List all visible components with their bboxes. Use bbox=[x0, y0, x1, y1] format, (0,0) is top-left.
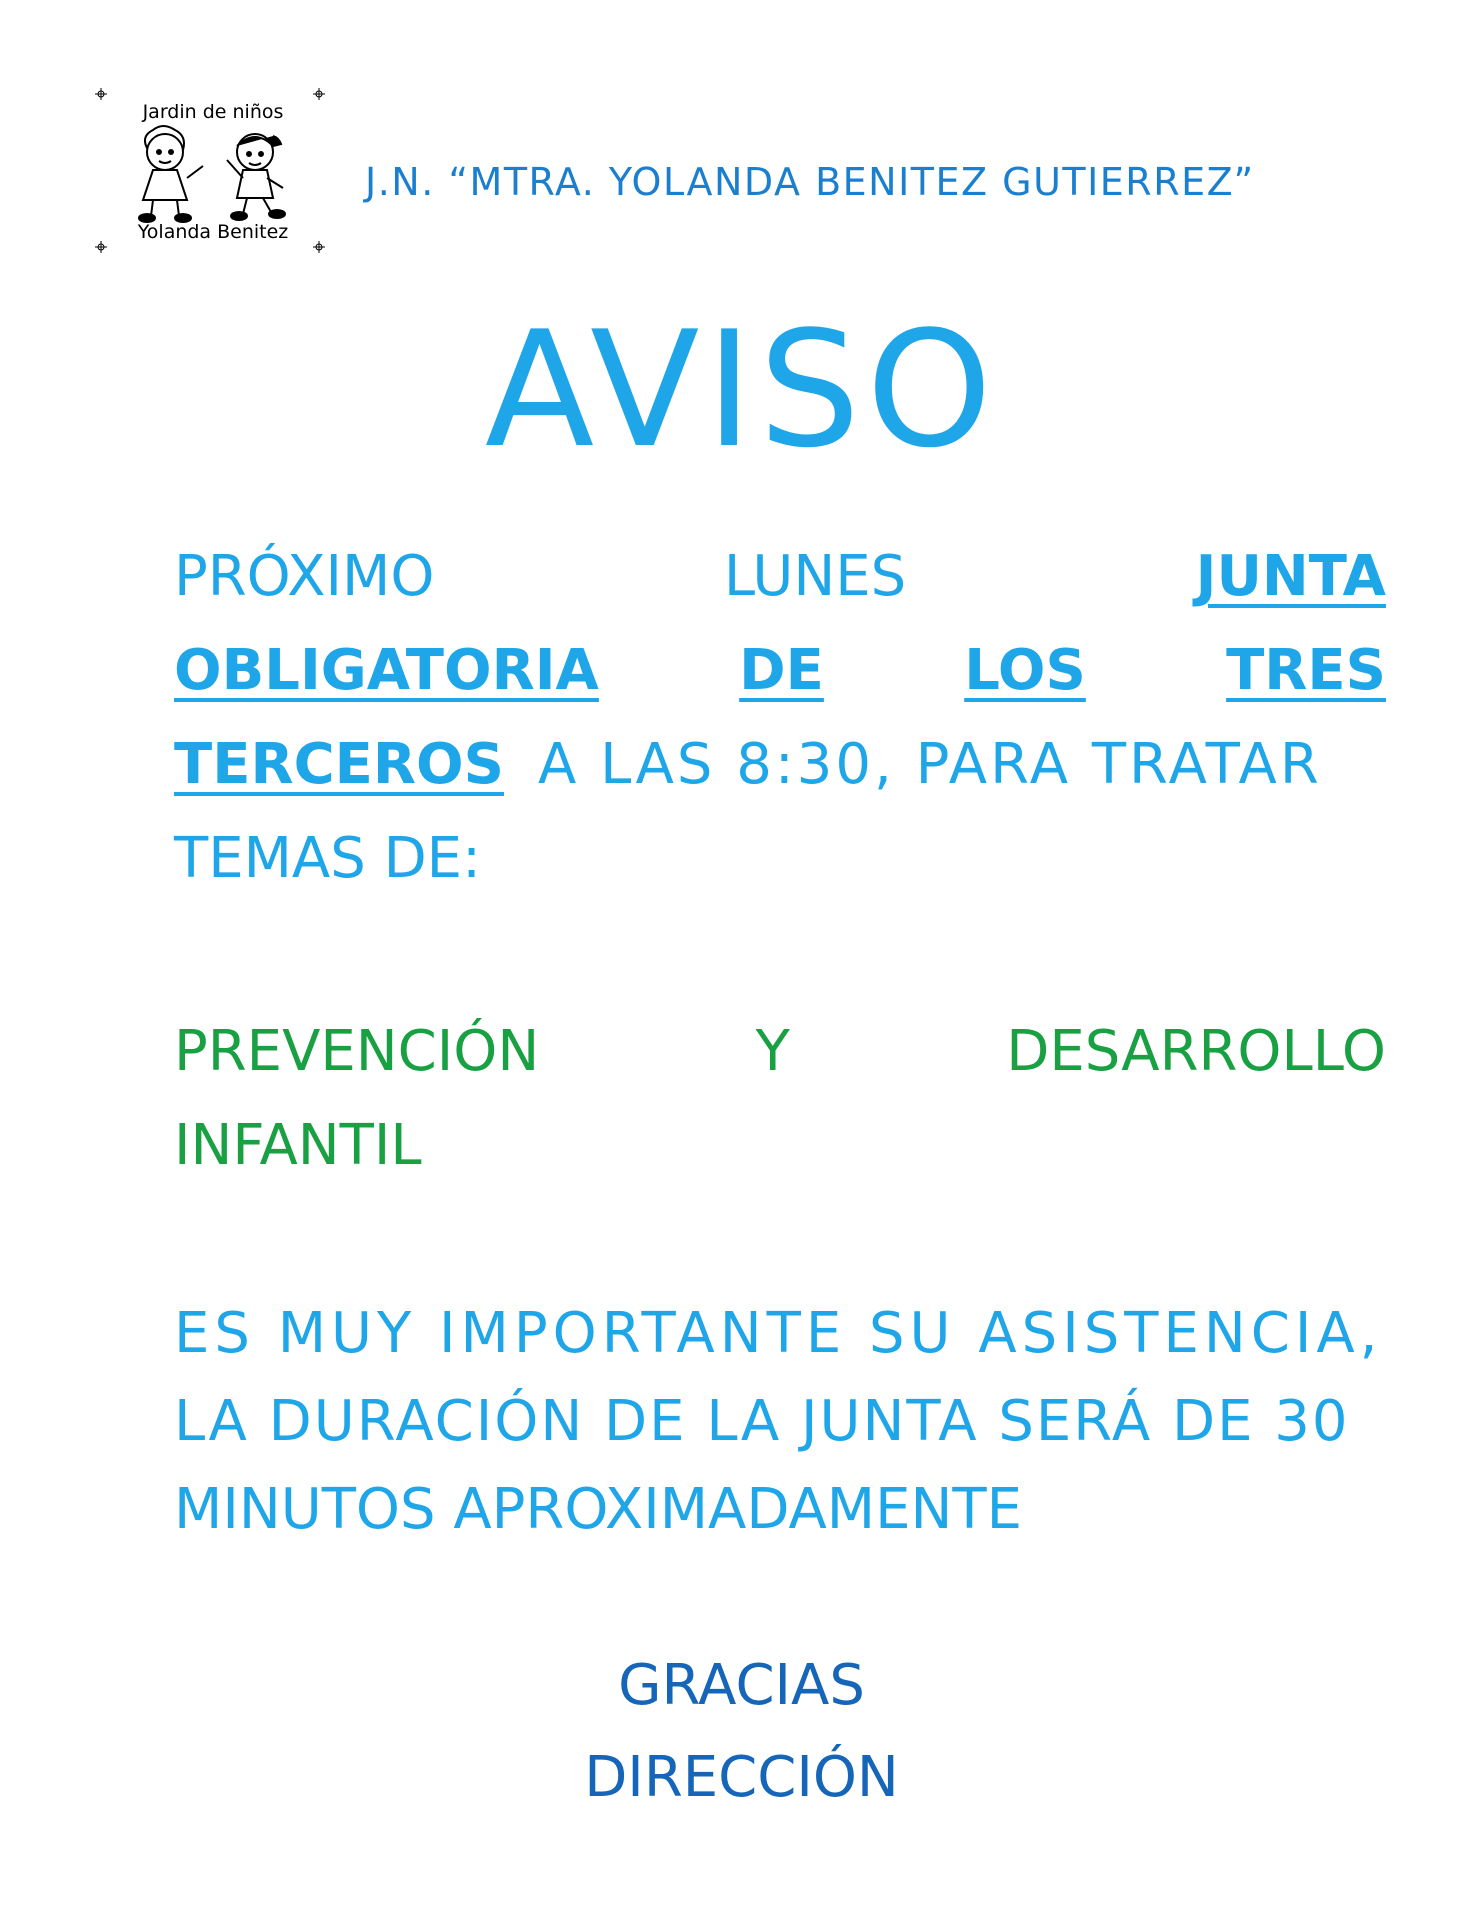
word-y: Y bbox=[755, 1019, 790, 1084]
notice-title: AVISO bbox=[484, 296, 999, 483]
signature-text: DIRECCIÓN bbox=[584, 1745, 899, 1810]
thanks-text: GRACIAS bbox=[618, 1653, 865, 1718]
importance-line-1: ES MUY IMPORTANTE SU ASISTENCIA, bbox=[174, 1301, 1383, 1366]
word-desarrollo: DESARROLLO bbox=[1006, 1019, 1386, 1084]
closing-block bbox=[0, 1640, 1483, 1824]
word-terceros: TERCEROS bbox=[174, 732, 504, 797]
word-tres: TRES bbox=[1226, 638, 1386, 703]
notice-line-2 bbox=[174, 624, 1386, 718]
notice-line-4: TEMAS DE: bbox=[174, 826, 481, 891]
notice-line-3 bbox=[174, 718, 1386, 812]
word-junta: JUNTA bbox=[1195, 544, 1386, 609]
word-los: LOS bbox=[964, 638, 1086, 703]
school-logo bbox=[95, 88, 325, 253]
topic-line-1 bbox=[174, 1005, 1386, 1099]
svg-text:Yolanda Benitez: Yolanda Benitez bbox=[137, 221, 289, 243]
notice-time-text: A LAS 8:30, PARA TRATAR bbox=[537, 732, 1322, 797]
kindergarten-logo-icon bbox=[95, 88, 325, 253]
word-obligatoria: OBLIGATORIA bbox=[174, 638, 599, 703]
school-name-header: J.N. “MTRA. YOLANDA BENITEZ GUTIERREZ” bbox=[365, 160, 1255, 204]
importance-line-3: MINUTOS APROXIMADAMENTE bbox=[174, 1477, 1022, 1542]
notice-line-1 bbox=[174, 530, 1386, 624]
notice-line-3-rest bbox=[538, 718, 1386, 812]
notice-paragraph bbox=[174, 530, 1386, 906]
topic-line-2: INFANTIL bbox=[174, 1113, 422, 1178]
importance-paragraph bbox=[174, 1290, 1386, 1554]
word-proximo: PRÓXIMO bbox=[174, 544, 435, 609]
word-prevencion: PREVENCIÓN bbox=[174, 1019, 540, 1084]
importance-line-2: LA DURACIÓN DE LA JUNTA SERÁ DE 30 bbox=[174, 1389, 1350, 1454]
topic-paragraph bbox=[174, 1005, 1386, 1193]
svg-text:Jardin de niños: Jardin de niños bbox=[142, 101, 284, 123]
word-de: DE bbox=[739, 638, 824, 703]
word-lunes: LUNES bbox=[723, 544, 907, 609]
